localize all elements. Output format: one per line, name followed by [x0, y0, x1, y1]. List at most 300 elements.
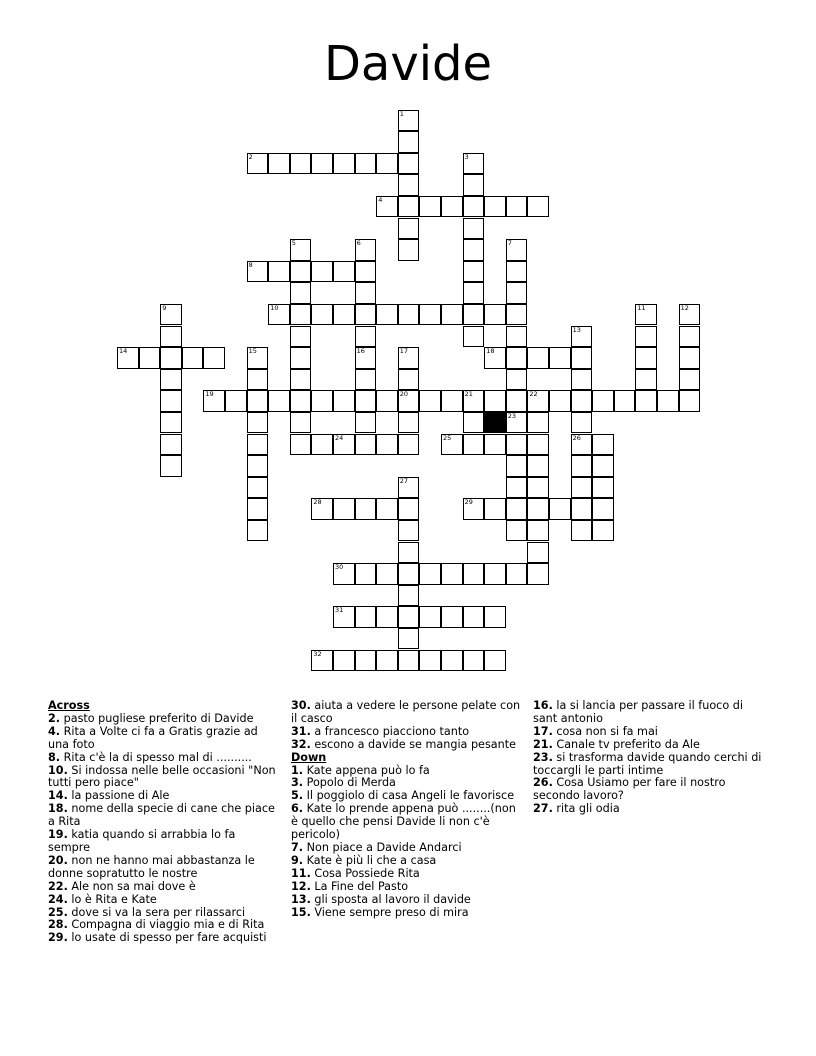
- grid-cell[interactable]: [679, 326, 701, 348]
- grid-cell[interactable]: [506, 347, 528, 369]
- grid-cell[interactable]: [355, 412, 377, 434]
- clue-text: Ale non sa mai dove è: [71, 879, 196, 893]
- clue-text: lo usate di spesso per fare acquisti: [71, 931, 267, 945]
- grid-cell[interactable]: [376, 434, 398, 456]
- clue-text: Non piace a Davide Andarci: [306, 840, 462, 854]
- clue-text: Viene sempre preso di mira: [314, 905, 469, 919]
- clue-text: La Fine del Pasto: [314, 879, 409, 893]
- down-clue: [533, 777, 763, 803]
- clue-number: 3.: [291, 776, 304, 790]
- clue-text: gli sposta al lavoro il davide: [314, 892, 471, 906]
- grid-cell[interactable]: [311, 304, 333, 326]
- grid-cell[interactable]: [571, 412, 593, 434]
- grid-cell[interactable]: [160, 347, 182, 369]
- grid-cell[interactable]: [506, 563, 528, 585]
- grid-cell[interactable]: [290, 153, 312, 175]
- grid-cell[interactable]: [484, 606, 506, 628]
- grid-cell[interactable]: [635, 369, 657, 391]
- clue-number: 18: [486, 347, 495, 356]
- grid-cell[interactable]: [398, 477, 420, 499]
- clue-text: dove si va la sera per rilassarci: [71, 905, 246, 919]
- grid-cell[interactable]: [592, 477, 614, 499]
- clue-number: 32: [313, 649, 322, 658]
- clue-text: katia quando si arrabbia lo fa sempre: [48, 828, 236, 854]
- grid-cell[interactable]: [398, 153, 420, 175]
- grid-cell[interactable]: [527, 347, 549, 369]
- grid-cell[interactable]: [463, 153, 485, 175]
- grid-cell[interactable]: [635, 390, 657, 412]
- clue-number: 8.: [48, 750, 61, 764]
- clue-text: escono a davide se mangia pesante: [314, 737, 516, 751]
- clue-number: 7: [507, 239, 512, 248]
- grid-cell[interactable]: [527, 542, 549, 564]
- clue-number: 30.: [291, 699, 311, 712]
- grid-cell[interactable]: [527, 477, 549, 499]
- grid-cell[interactable]: [506, 282, 528, 304]
- grid-cell[interactable]: [527, 563, 549, 585]
- clue-number: 15: [248, 347, 257, 356]
- grid-cell[interactable]: [290, 326, 312, 348]
- grid-cell[interactable]: [463, 563, 485, 585]
- grid-cell[interactable]: [506, 390, 528, 412]
- grid-cell[interactable]: [506, 434, 528, 456]
- clue-number: 22: [529, 390, 538, 399]
- grid-cell[interactable]: [376, 606, 398, 628]
- grid-cell[interactable]: [398, 650, 420, 672]
- grid-cell[interactable]: [376, 153, 398, 175]
- grid-cell[interactable]: [398, 174, 420, 196]
- grid-cell[interactable]: [355, 498, 377, 520]
- grid-cell[interactable]: [376, 304, 398, 326]
- clue-text: rita gli odia: [556, 802, 620, 816]
- clue-number: 28: [313, 498, 322, 507]
- clues-column-3: [533, 700, 763, 816]
- across-clue: [48, 803, 278, 829]
- grid-cell[interactable]: [614, 390, 636, 412]
- clue-text: la passione di Ale: [71, 789, 170, 803]
- grid-cell[interactable]: [333, 498, 355, 520]
- down-clue: [291, 803, 521, 842]
- grid-cell[interactable]: [247, 477, 269, 499]
- grid-cell[interactable]: [527, 455, 549, 477]
- grid-cell[interactable]: [268, 153, 290, 175]
- across-clue: [48, 829, 278, 855]
- grid-cell[interactable]: [571, 477, 593, 499]
- clue-text: cosa non si fa mai: [556, 724, 658, 738]
- grid-cell[interactable]: [355, 347, 377, 369]
- grid-cell[interactable]: [463, 412, 485, 434]
- grid-cell[interactable]: [398, 606, 420, 628]
- grid-cell[interactable]: [484, 563, 506, 585]
- clue-number: 24: [335, 433, 344, 442]
- across-heading: Across: [48, 699, 90, 712]
- clue-text: Il poggiolo di casa Angeli le favorisce: [306, 789, 515, 803]
- grid-cell[interactable]: [355, 434, 377, 456]
- clue-number: 17: [399, 347, 409, 356]
- grid-cell[interactable]: [463, 498, 485, 520]
- grid-cell[interactable]: [441, 434, 463, 456]
- grid-cell[interactable]: [679, 369, 701, 391]
- grid-cell[interactable]: [203, 347, 225, 369]
- grid-cell[interactable]: [635, 347, 657, 369]
- grid-cell[interactable]: [463, 174, 485, 196]
- grid-cell[interactable]: [419, 390, 441, 412]
- grid-cell[interactable]: [290, 304, 312, 326]
- grid-cell[interactable]: [376, 390, 398, 412]
- grid-cell[interactable]: [355, 261, 377, 283]
- clue-number: 25: [443, 433, 452, 442]
- grid-cell[interactable]: [398, 131, 420, 153]
- clue-number: 19: [205, 390, 214, 399]
- grid-cell[interactable]: [333, 650, 355, 672]
- grid-cell[interactable]: [333, 390, 355, 412]
- grid-cell[interactable]: [484, 390, 506, 412]
- grid-cell[interactable]: [247, 347, 269, 369]
- grid-cell[interactable]: [549, 498, 571, 520]
- grid-cell[interactable]: [160, 369, 182, 391]
- grid-cell[interactable]: [398, 563, 420, 585]
- grid-cell[interactable]: [398, 304, 420, 326]
- clue-number: 11.: [291, 866, 311, 880]
- grid-cell[interactable]: [463, 218, 485, 240]
- clue-number: 13: [572, 325, 581, 334]
- clue-number: 27.: [533, 802, 553, 816]
- grid-cell[interactable]: [160, 304, 182, 326]
- grid-cell[interactable]: [592, 434, 614, 456]
- clue-number: 24.: [48, 892, 68, 906]
- clue-text: Cosa Usiamo per fare il nostro secondo lavoro?: [533, 776, 726, 803]
- grid-cell[interactable]: [290, 239, 312, 261]
- grid-cell[interactable]: [182, 347, 204, 369]
- grid-cell[interactable]: [571, 326, 593, 348]
- grid-cell[interactable]: [247, 153, 269, 175]
- clue-number: 13.: [291, 892, 311, 906]
- grid-cell[interactable]: [571, 520, 593, 542]
- clue-number: 2.: [48, 711, 61, 725]
- grid-cell[interactable]: [268, 261, 290, 283]
- grid-cell[interactable]: [355, 282, 377, 304]
- clue-number: 10.: [48, 763, 68, 777]
- grid-cell[interactable]: [398, 542, 420, 564]
- grid-cell[interactable]: [376, 650, 398, 672]
- clue-number: 1: [399, 109, 404, 118]
- grid-cell[interactable]: [247, 455, 269, 477]
- grid-cell[interactable]: [571, 369, 593, 391]
- grid-cell[interactable]: [355, 650, 377, 672]
- grid-cell[interactable]: [679, 390, 701, 412]
- grid-cell[interactable]: [506, 326, 528, 348]
- grid-cell[interactable]: [290, 261, 312, 283]
- clue-number: 28.: [48, 918, 68, 932]
- grid-cell[interactable]: [679, 304, 701, 326]
- grid-cell[interactable]: [463, 606, 485, 628]
- clue-number: 19.: [48, 828, 68, 842]
- clue-text: Kate appena può lo fa: [306, 763, 430, 777]
- grid-cell[interactable]: [463, 650, 485, 672]
- grid-cell[interactable]: [160, 390, 182, 412]
- grid-cell[interactable]: [203, 390, 225, 412]
- grid-cell[interactable]: [333, 606, 355, 628]
- clue-number: 26: [572, 433, 581, 442]
- grid-cell[interactable]: [311, 390, 333, 412]
- clue-number: 16.: [533, 699, 553, 712]
- clue-number: 7.: [291, 840, 304, 854]
- grid-cell[interactable]: [398, 218, 420, 240]
- grid-cell[interactable]: [592, 455, 614, 477]
- grid-cell[interactable]: [571, 498, 593, 520]
- grid-cell[interactable]: [506, 261, 528, 283]
- grid-cell[interactable]: [527, 434, 549, 456]
- grid-cell[interactable]: [463, 326, 485, 348]
- grid-cell[interactable]: [355, 239, 377, 261]
- grid-cell[interactable]: [398, 585, 420, 607]
- clue-number: 21: [464, 390, 473, 399]
- grid-cell[interactable]: [484, 650, 506, 672]
- grid-cell[interactable]: [225, 390, 247, 412]
- grid-cell[interactable]: [355, 304, 377, 326]
- grid-cell[interactable]: [527, 390, 549, 412]
- grid-cell[interactable]: [311, 434, 333, 456]
- clue-number: 32.: [291, 737, 311, 751]
- grid-cell[interactable]: [398, 347, 420, 369]
- across-clue: [291, 739, 521, 752]
- grid-cell[interactable]: [290, 434, 312, 456]
- across-clue: [48, 932, 278, 945]
- grid-cell[interactable]: [247, 412, 269, 434]
- grid-cell[interactable]: [419, 563, 441, 585]
- grid-cell[interactable]: [247, 369, 269, 391]
- grid-cell[interactable]: [311, 261, 333, 283]
- clue-number: 29: [464, 498, 473, 507]
- clue-number: 4.: [48, 724, 61, 738]
- clue-number: 12: [680, 303, 689, 312]
- grid-cell[interactable]: [463, 304, 485, 326]
- grid-cell[interactable]: [160, 412, 182, 434]
- grid-cell[interactable]: [484, 304, 506, 326]
- grid-cell[interactable]: [333, 434, 355, 456]
- grid-cell[interactable]: [398, 110, 420, 132]
- clue-text: si trasforma davide quando cerchi di toccargli le parti intime: [533, 750, 762, 777]
- clue-number: 23: [507, 411, 517, 420]
- grid-cell[interactable]: [463, 434, 485, 456]
- clue-number: 25.: [48, 905, 68, 919]
- grid-cell[interactable]: [441, 196, 463, 218]
- grid-cell[interactable]: [441, 304, 463, 326]
- grid-cell[interactable]: [139, 347, 161, 369]
- across-clue: [291, 700, 521, 726]
- down-heading: Down: [291, 750, 327, 764]
- grid-cell[interactable]: [419, 304, 441, 326]
- clue-text: nome della specie di cane che piace a Rita: [48, 802, 275, 829]
- clue-number: 3: [464, 152, 469, 161]
- grid-cell[interactable]: [463, 261, 485, 283]
- clue-number: 9: [162, 303, 167, 312]
- grid-cell[interactable]: [592, 520, 614, 542]
- grid-cell[interactable]: [398, 369, 420, 391]
- grid-cell[interactable]: [419, 606, 441, 628]
- grid-cell[interactable]: [398, 239, 420, 261]
- grid-cell[interactable]: [247, 261, 269, 283]
- down-clue: [291, 907, 521, 920]
- grid-cell[interactable]: [355, 563, 377, 585]
- clue-number: 30: [335, 563, 344, 572]
- clue-number: 29.: [48, 931, 68, 945]
- grid-cell[interactable]: [355, 606, 377, 628]
- grid-cell[interactable]: [484, 434, 506, 456]
- grid-cell[interactable]: [527, 412, 549, 434]
- clue-text: Canale tv preferito da Ale: [556, 737, 700, 751]
- grid-cell[interactable]: [311, 650, 333, 672]
- clue-text: pasto pugliese preferito di Davide: [63, 711, 254, 725]
- clues-column-1: [48, 700, 278, 945]
- grid-cell[interactable]: [311, 498, 333, 520]
- grid-cell[interactable]: [160, 434, 182, 456]
- grid-cell[interactable]: [376, 196, 398, 218]
- grid-cell[interactable]: [506, 455, 528, 477]
- grid-cell[interactable]: [506, 239, 528, 261]
- page-title: Davide: [323, 36, 493, 92]
- grid-cell[interactable]: [290, 412, 312, 434]
- clue-text: Si indossa nelle belle occasioni "Non tutti pero piace": [48, 763, 276, 790]
- clue-number: 11: [637, 303, 646, 312]
- grid-cell[interactable]: [635, 326, 657, 348]
- clue-number: 14.: [48, 789, 68, 803]
- clue-number: 23.: [533, 750, 553, 764]
- clue-number: 5: [291, 239, 296, 248]
- grid-cell[interactable]: [657, 390, 679, 412]
- clue-number: 15.: [291, 905, 311, 919]
- grid-cell[interactable]: [527, 498, 549, 520]
- grid-cell[interactable]: [247, 434, 269, 456]
- grid-cell[interactable]: [506, 196, 528, 218]
- grid-cell[interactable]: [268, 390, 290, 412]
- grid-cell[interactable]: [463, 196, 485, 218]
- black-cell: [484, 412, 506, 434]
- clue-number: 21.: [533, 737, 553, 751]
- grid-cell[interactable]: [355, 369, 377, 391]
- grid-cell[interactable]: [311, 153, 333, 175]
- grid-cell[interactable]: [484, 347, 506, 369]
- clue-number: 6.: [291, 802, 304, 816]
- grid-cell[interactable]: [527, 196, 549, 218]
- grid-cell[interactable]: [441, 390, 463, 412]
- grid-cell[interactable]: [506, 304, 528, 326]
- clue-number: 6: [356, 239, 361, 248]
- clue-number: 10: [270, 303, 279, 312]
- grid-cell[interactable]: [117, 347, 139, 369]
- grid-cell[interactable]: [290, 390, 312, 412]
- across-clue: [48, 726, 278, 752]
- grid-cell[interactable]: [571, 390, 593, 412]
- grid-cell[interactable]: [376, 498, 398, 520]
- grid-cell[interactable]: [549, 347, 571, 369]
- grid-cell[interactable]: [571, 455, 593, 477]
- grid-cell[interactable]: [484, 498, 506, 520]
- clues-column-2: [291, 700, 521, 919]
- grid-cell[interactable]: [506, 520, 528, 542]
- grid-cell[interactable]: [398, 196, 420, 218]
- grid-cell[interactable]: [398, 498, 420, 520]
- grid-cell[interactable]: [571, 347, 593, 369]
- grid-cell[interactable]: [398, 628, 420, 650]
- grid-cell[interactable]: [592, 498, 614, 520]
- across-clue: [48, 765, 278, 791]
- grid-cell[interactable]: [441, 606, 463, 628]
- clue-text: Kate è più li che a casa: [306, 853, 437, 867]
- grid-cell[interactable]: [355, 153, 377, 175]
- clue-text: Popolo di Merda: [306, 776, 396, 790]
- grid-cell[interactable]: [527, 520, 549, 542]
- grid-cell[interactable]: [679, 347, 701, 369]
- grid-cell[interactable]: [441, 650, 463, 672]
- grid-cell[interactable]: [463, 239, 485, 261]
- clue-number: 20.: [48, 853, 68, 867]
- grid-cell[interactable]: [441, 563, 463, 585]
- grid-cell[interactable]: [355, 326, 377, 348]
- grid-cell[interactable]: [506, 412, 528, 434]
- clue-number: 18.: [48, 802, 68, 816]
- grid-cell[interactable]: [376, 563, 398, 585]
- grid-cell[interactable]: [333, 563, 355, 585]
- grid-cell[interactable]: [419, 650, 441, 672]
- grid-cell[interactable]: [635, 304, 657, 326]
- grid-cell[interactable]: [398, 390, 420, 412]
- grid-cell[interactable]: [247, 498, 269, 520]
- down-clue: [533, 752, 763, 778]
- grid-cell[interactable]: [355, 390, 377, 412]
- clue-number: 1.: [291, 763, 304, 777]
- grid-cell[interactable]: [549, 390, 571, 412]
- grid-cell[interactable]: [463, 282, 485, 304]
- grid-cell[interactable]: [160, 455, 182, 477]
- grid-cell[interactable]: [506, 498, 528, 520]
- clue-text: la si lancia per passare il fuoco di sant antonio: [533, 699, 743, 725]
- grid-cell[interactable]: [571, 434, 593, 456]
- grid-cell[interactable]: [463, 390, 485, 412]
- grid-cell[interactable]: [506, 369, 528, 391]
- grid-cell[interactable]: [290, 369, 312, 391]
- grid-cell[interactable]: [247, 390, 269, 412]
- grid-cell[interactable]: [268, 304, 290, 326]
- grid-cell[interactable]: [333, 153, 355, 175]
- clue-number: 31: [335, 606, 344, 615]
- down-clue: [533, 803, 763, 816]
- down-clue: [533, 700, 763, 726]
- clue-text: lo è Rita e Kate: [71, 892, 157, 906]
- clue-number: 16: [356, 347, 365, 356]
- grid-cell[interactable]: [290, 347, 312, 369]
- grid-cell[interactable]: [333, 261, 355, 283]
- clue-number: 26.: [533, 776, 553, 790]
- clue-text: a francesco piacciono tanto: [314, 724, 470, 738]
- grid-cell[interactable]: [398, 412, 420, 434]
- grid-cell[interactable]: [484, 196, 506, 218]
- grid-cell[interactable]: [506, 477, 528, 499]
- grid-cell[interactable]: [333, 304, 355, 326]
- grid-cell[interactable]: [247, 520, 269, 542]
- clue-number: 4: [378, 195, 383, 204]
- grid-cell[interactable]: [419, 196, 441, 218]
- clue-text: non ne hanno mai abbastanza le donne sopratutto le nostre: [48, 853, 255, 880]
- clue-number: 22.: [48, 879, 68, 893]
- grid-cell[interactable]: [398, 520, 420, 542]
- clue-number: 8: [248, 260, 253, 269]
- grid-cell[interactable]: [398, 434, 420, 456]
- clue-number: 5.: [291, 789, 304, 803]
- grid-cell[interactable]: [160, 326, 182, 348]
- grid-cell[interactable]: [290, 282, 312, 304]
- grid-cell[interactable]: [592, 390, 614, 412]
